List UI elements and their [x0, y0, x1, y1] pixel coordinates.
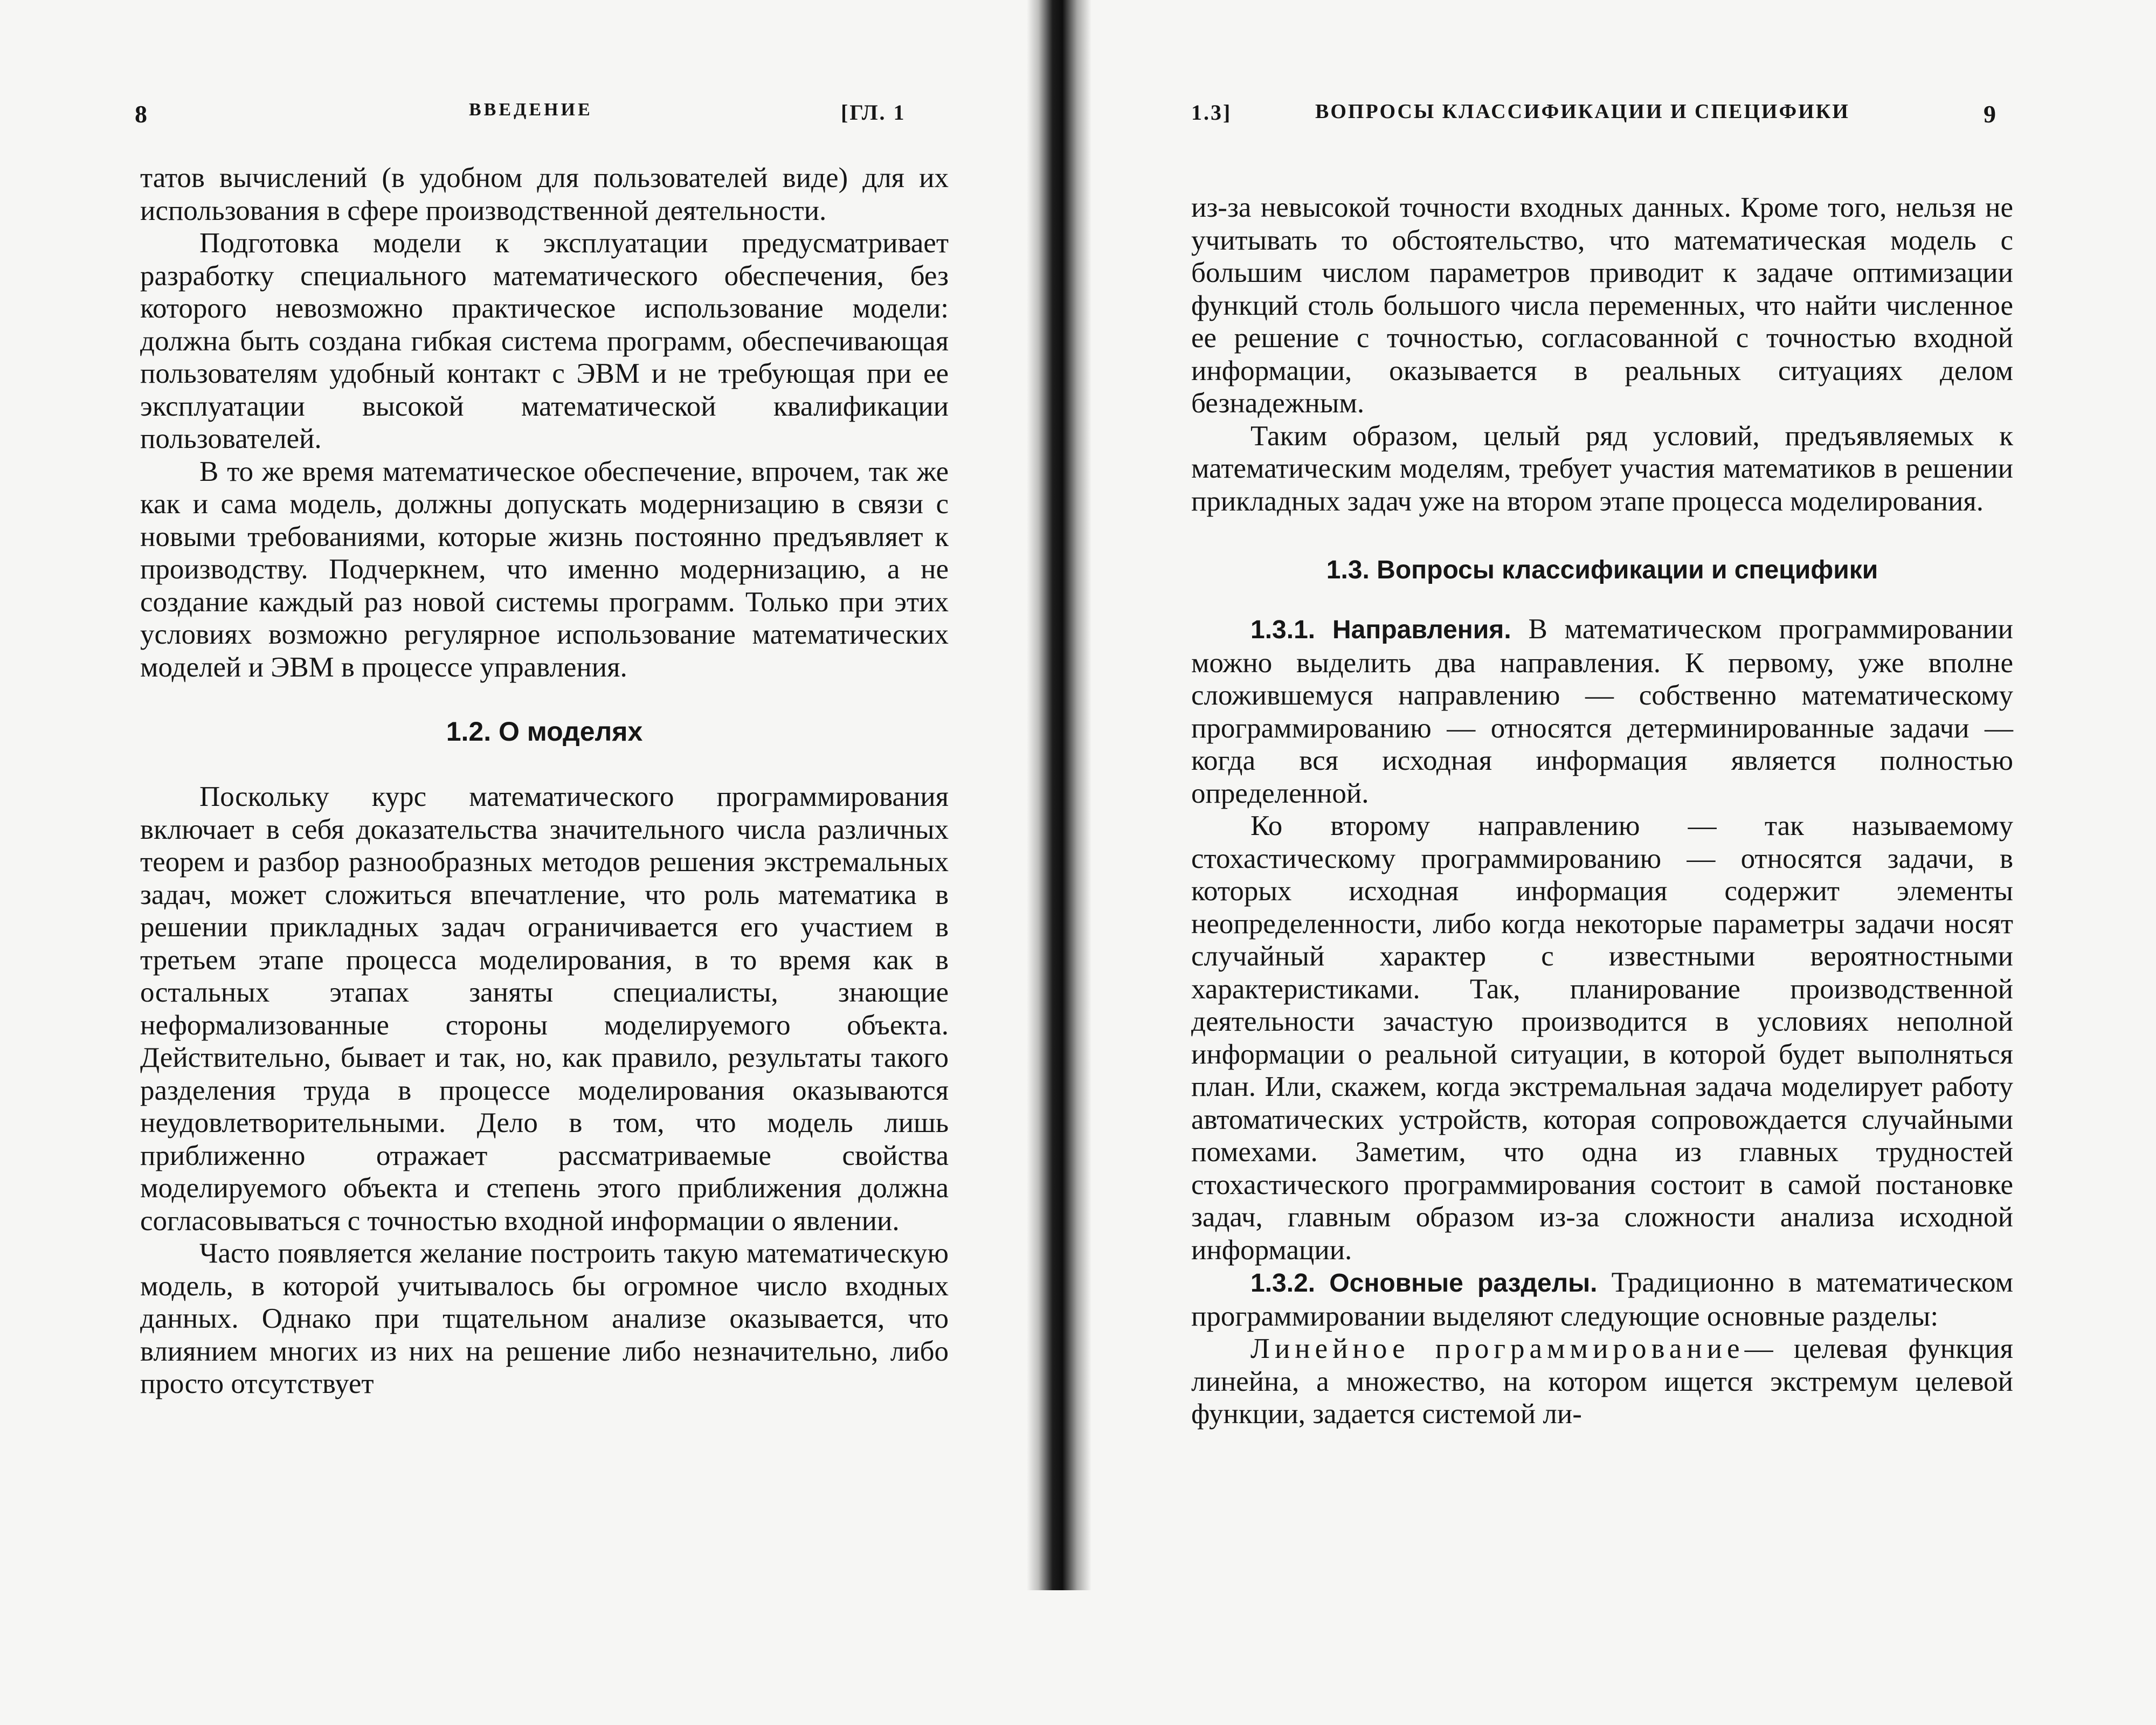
paragraph: татов вычислений (в удобном для пользователей виде) для их использования в сфере производственной деятельности. — [140, 162, 949, 226]
right-page-body — [1191, 191, 2013, 1431]
term: Линейное программирование — [1250, 1333, 1745, 1364]
page-number: 8 — [135, 100, 149, 128]
paragraph: из-за невысокой точности входных данных. Кроме того, нельзя не учитывать то обстоятельство, что математическая модель с большим числом параметров приводит к задаче оптимизации функций столь большого числа переменных, что найти численное ее решение с точностью, согласованной с точностью входной информации, оказывается в реальных ситуациях делом безнадежным. — [1191, 192, 2013, 419]
section-number: 1.3] — [1191, 100, 1232, 125]
definition-paragraph — [1191, 1333, 2013, 1431]
section-heading: 1.3. Вопросы классификации и специфики — [1326, 556, 1878, 584]
subsection-heading: 1.3.2. Основные разделы. — [1250, 1269, 1598, 1298]
subsection-text: Традиционно в математическом программировании выделяют следующие основные разделы: — [1191, 1267, 2014, 1332]
paragraph: Подготовка модели к эксплуатации предусматривает разработку специального математического обеспечения, без которого невозможно практическое использование модели: должна быть создана гибкая система программ, обеспечивающая пользователям удобный контакт с ЭВМ и не требующая при ее эксплуатации высокой математической квалификации пользователей. — [140, 227, 949, 454]
running-title: ВВЕДЕНИЕ — [469, 100, 593, 120]
section-heading: 1.2. О моделях — [446, 716, 643, 747]
term-text: — целевая функция линейна, а множество, на котором ищется экстремум целевой функции, задается системой ли- — [1191, 1333, 2014, 1430]
paragraph: В то же время математическое обеспечение, впрочем, так же как и сама модель, должны допускать модернизацию в связи с новыми требованиями, которые жизнь постоянно предъявляет к производству. Подчеркнем, что именно модернизацию, а не создание каждый раз новой системы программ. Только при этих условиях возможно регулярное использование математических моделей и ЭВМ в процессе управления. — [140, 456, 949, 683]
paragraph: Часто появляется желание построить такую математическую модель, в которой учитывалось бы огромное число входных данных. Однако при тщательном анализе оказывается, что влиянием многих из них на решение либо незначительно, либо просто отсутствует — [140, 1238, 949, 1399]
subsection-heading: 1.3.1. Направления. — [1250, 616, 1511, 644]
subsection-text: В математическом программировании можно выделить два направления. К первому, уже вполне сложившемуся направлению — собственно математическому программированию — относятся детерминированные задачи — когда вся исходная информация является полностью определенной. — [1191, 613, 2014, 809]
paragraph: Таким образом, целый ряд условий, предъявляемых к математическим моделям, требует участия математиков в решении прикладных задач уже на втором этапе процесса моделирования. — [1191, 420, 2013, 517]
paragraph: Поскольку курс математического программирования включает в себя доказательства значительного числа различных теорем и разбор разнообразных методов решения экстремальных задач, может сложиться впечатление, что роль математика в решении прикладных задач ограничивается его участием в третьем этапе процесса моделирования, в то время как в остальных этапах заняты специалисты, знающие неформализованные стороны моделируемого объекта. Действительно, бывает и так, но, как правило, результаты такого разделения труда в процессе моделирования оказываются неудовлетворительными. Дело в том, что модель лишь приближенно отражает рассматриваемые свойства моделируемого объекта и степень этого приближения должна согласовываться с точностью входной информации о явлении. — [140, 781, 949, 1237]
right-page — [1121, 0, 2156, 1725]
left-page — [0, 0, 1024, 1725]
subsection-paragraph — [1191, 1266, 2013, 1333]
running-title: ВОПРОСЫ КЛАССИФИКАЦИИ И СПЕЦИФИКИ — [1315, 100, 1850, 123]
book-gutter-shadow — [1027, 0, 1091, 1590]
page-number: 9 — [1984, 100, 1998, 128]
subsection-paragraph — [1191, 613, 2013, 810]
left-page-body — [140, 162, 949, 1400]
paragraph: Ко второму направлению — так называемому стохастическому программированию — относятся задачи, в которых исходная информация содержит элементы неопределенности, либо когда некоторые параметры задачи носят случайный характер с известными вероятностными характеристиками. Так, планирование производственной деятельности зачастую производится в условиях неполной информации о реальной ситуации, в которой будет выполняться план. Или, скажем, когда экстремальная задача моделирует работу автоматических устройств, которая сопровождается случайными помехами. Заметим, что одна из главных трудностей стохастического программирования состоит в самой постановке задач, главным образом из-за сложности анализа исходной информации. — [1191, 810, 2013, 1266]
chapter-label: [ГЛ. 1 — [841, 100, 906, 125]
